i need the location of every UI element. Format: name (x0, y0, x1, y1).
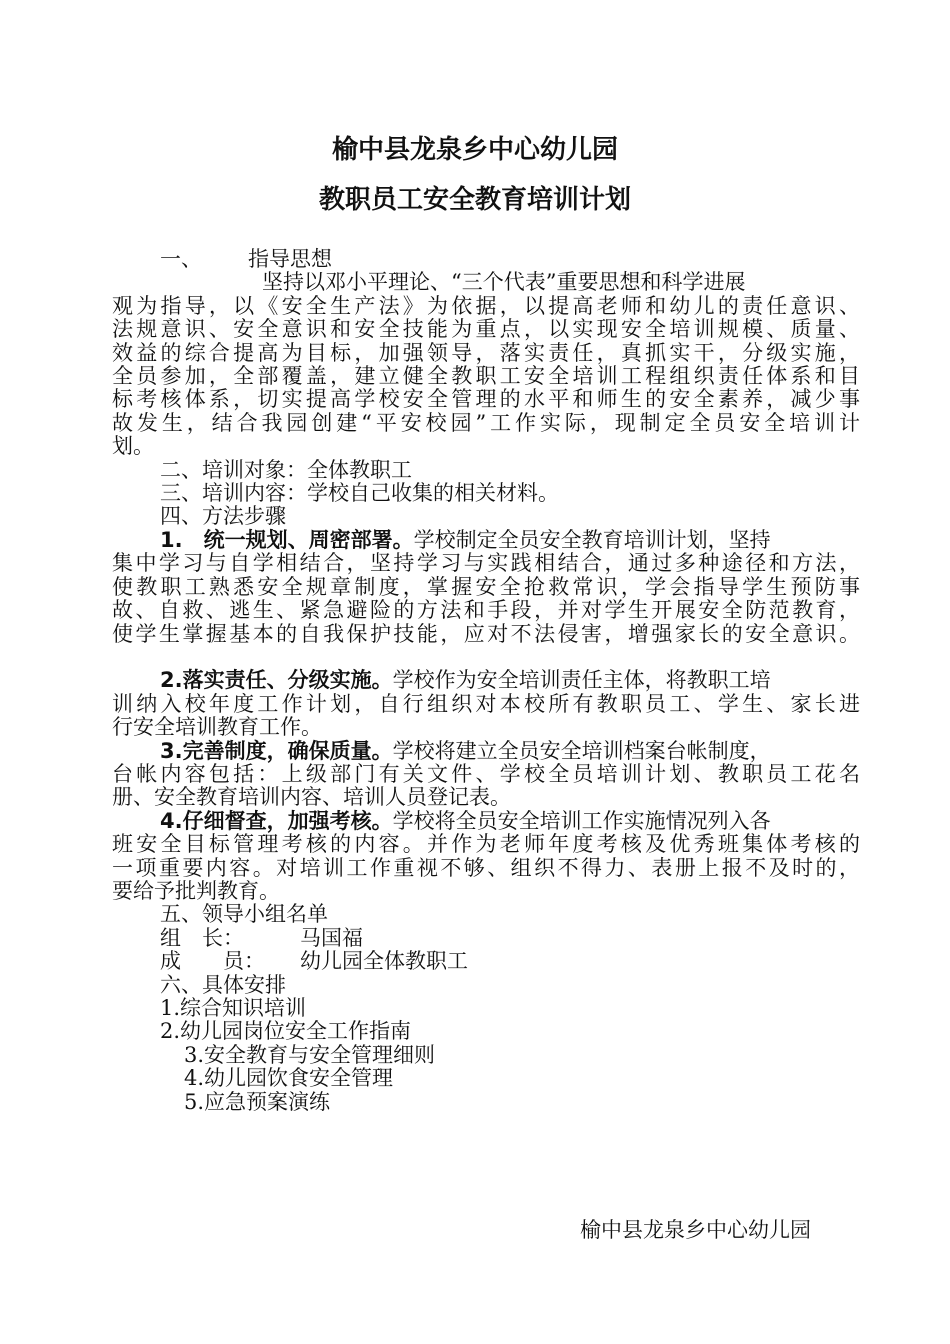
section6-heading: 六、具体安排 (160, 972, 286, 997)
document-body (112, 248, 860, 1114)
section1-line: 观为指导，以《安全生产法》为依据，以提高老师和幼儿的责任意识、 (112, 293, 860, 318)
section1-line: 故发生，结合我园创建“平安校园”工作实际，现制定全员安全培训计 (112, 410, 860, 435)
blank-line (112, 646, 860, 669)
section1-line: 标考核体系，切实提高学校安全管理的水平和师生的安全素养，减少事 (112, 387, 860, 412)
section4-item3-bold: 3.完善制度，确保质量。 (160, 738, 393, 763)
section4-item2-first: 2.落实责任、分级实施。学校作为安全培训责任主体，将教职工培 (160, 668, 771, 693)
section4-item1-bold: 1. 统一规划、周密部署。 (160, 527, 414, 552)
section4-item1-line: 故、自救、逃生、紧急避险的方法和手段，并对学生开展安全防范教育， (112, 598, 860, 623)
section4-item4-line: 班安全目标管理考核的内容。并作为老师年度考核及优秀班集体考核的 (112, 832, 860, 857)
section4-item4-first: 4.仔细督查，加强考核。学校将全员安全培训工作实施情况列入各 (160, 808, 771, 833)
member-label: 成 员： (160, 949, 265, 974)
section4-item1-line: 集中学习与自学相结合，坚持学习与实践相结合，通过多种途径和方法， (112, 551, 860, 576)
section1-line: 法规意识、安全意识和安全技能为重点，以实现安全培训规模、质量、 (112, 317, 860, 342)
section4-item3-first: 3.完善制度，确保质量。学校将建立全员安全培训档案台帐制度， (160, 738, 771, 763)
section1-line: 效益的综合提高为目标，加强领导，落实责任，真抓实干，分级实施， (112, 340, 860, 365)
section4-item3-line: 台帐内容包括：上级部门有关文件、学校全员培训计划、教职员工花名 (112, 761, 860, 786)
section6-item: 1.综合知识培训 (160, 995, 307, 1020)
document-title-school: 榆中县龙泉乡中心幼儿园 (331, 135, 618, 165)
document-title-plan: 教职员工安全教育培训计划 (318, 185, 631, 215)
section6-item: 4.幼儿园饮食安全管理 (184, 1066, 394, 1091)
section5-member-row (112, 950, 860, 973)
section6-item: 2.幼儿园岗位安全工作指南 (160, 1019, 412, 1044)
section4-item2-line: 训纳入校年度工作计划，自行组织对本校所有教职员工、学生、家长进 (112, 691, 860, 716)
section1-heading: 一、 指导思想 (160, 247, 332, 271)
section1-line: 划。 (112, 434, 154, 459)
section4-item1-line: 使学生掌握基本的自我保护技能，应对不法侵害，增强家长的安全意识。 (112, 621, 860, 646)
section4-item1-line: 使教职工熟悉安全规章制度，掌握安全抢救常识，学会指导学生预防事 (112, 574, 860, 599)
section4-item1-first: 1. 统一规划、周密部署。学校制定全员安全教育培训计划，坚持 (160, 527, 771, 552)
section5-leader-row (112, 927, 860, 950)
signature-school: 榆中县龙泉乡中心幼儿园 (580, 1218, 811, 1242)
section6-item: 3.安全教育与安全管理细则 (184, 1042, 436, 1067)
section5-heading: 五、领导小组名单 (160, 902, 328, 927)
section1-line: 全员参加，全部覆盖，建立健全教职工安全培训工程组织责任体系和目 (112, 364, 860, 389)
section6-item: 5.应急预案演练 (184, 1089, 331, 1114)
section4-item3-line: 册、安全教育培训内容、培训人员登记表。 (112, 785, 511, 810)
section1-line: 坚持以邓小平理论、“三个代表”重要思想和科学进展 (262, 270, 746, 295)
section4-item4-line: 一项重要内容。对培训工作重视不够、组织不得力、表册上报不及时的， (112, 855, 860, 880)
member-value: 幼儿园全体教职工 (300, 949, 468, 974)
section3-line: 三、培训内容：学校自己收集的相关材料。 (160, 481, 559, 506)
section4-item2-bold: 2.落实责任、分级实施。 (160, 668, 393, 693)
section4-heading: 四、方法步骤 (160, 504, 286, 529)
leader-label: 组 长： (160, 925, 244, 950)
section4-item4-line: 要给予批判教育。 (112, 878, 280, 903)
section4-item2-line: 行安全培训教育工作。 (112, 715, 322, 740)
section2-line: 二、培训对象：全体教职工 (160, 457, 412, 482)
leader-value: 马国福 (300, 925, 363, 950)
section4-item4-bold: 4.仔细督查，加强考核。 (160, 808, 393, 833)
